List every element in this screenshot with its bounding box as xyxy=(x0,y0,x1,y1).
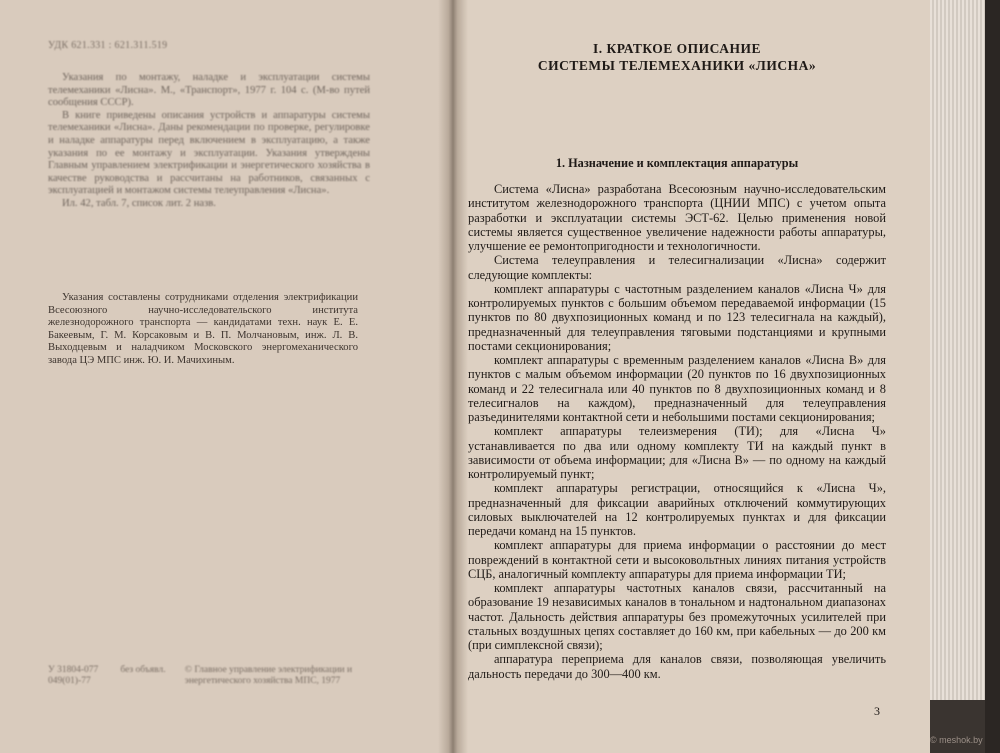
body-paragraph: Система телеуправления и телесигнализации «Лисна» содержит следующие комплекты: xyxy=(468,253,886,282)
udk-code: УДК 621.331 : 621.311.519 xyxy=(48,40,168,51)
book-gutter xyxy=(438,0,468,753)
abstract-paragraph: Ил. 42, табл. 7, список лит. 2 назв. xyxy=(62,197,216,209)
authors-paragraph: Указания составлены сотрудниками отделения электрификации Всесоюзного научно-исследовательского института железнодорожного транспорта — кандидатами техн. наук Е. Е. Бакеевым, Г. М. Корсаковым и В. П. Молчановым, инж. Л. В. Выходцевым и наладчиком Московского энергомеханического завода ЦЭ МПС инж. Ю. И. Мачихиным. xyxy=(48,292,358,366)
chapter-title-line: I. КРАТКОЕ ОПИСАНИЕ xyxy=(592,41,762,56)
body-paragraph: аппаратура переприема для каналов связи, позволяющая увеличить дальность передачи до 300—400 км. xyxy=(468,652,886,681)
imprint-free: без объявл. xyxy=(120,665,166,675)
page-number: 3 xyxy=(874,704,880,718)
edge-shadow xyxy=(930,700,985,753)
abstract-paragraph: В книге приведены описания устройств и аппаратуры системы телемеханики «Лисна». Даны рекомендации по проверке, регулировке и наладке аппаратуры перед включением в эксплуатацию, а также указания по ее монтажу и эксплуатации. Указания утверждены Главным управлением электрификации и энергетического хозяйства в качестве руководства и рассчитаны на работников, связанных с эксплуатацией и монтажом системы телеуправления «Лисна». xyxy=(48,109,370,197)
body-paragraph: Система «Лисна» разработана Всесоюзным научно-исследовательским институтом железнодорожного транспорта (ЦНИИ МПС) с учетом опыта разработки и эксплуатации системы ЭСТ-62. Целью применения новой системы является существенное увеличение надежности работы аппаратуры, улучшение ее ремонтопригодности и технологичности. xyxy=(468,182,886,253)
imprint-block xyxy=(48,665,378,687)
authors-block xyxy=(48,292,358,367)
imprint-code: 049(01)-77 xyxy=(48,676,91,686)
body-paragraph: комплект аппаратуры регистрации, относящийся к «Лисна Ч», предназначенный для фиксации аварийных отключений коммутирующих силовых выключателей на 12 контролируемых пунктах и для фиксации передачи команд на 15 пунктов. xyxy=(468,481,886,538)
chapter-title xyxy=(468,40,886,74)
dark-border xyxy=(985,0,1000,753)
abstract-paragraph: Указания по монтажу, наладке и эксплуатации системы телемеханики «Лисна». М., «Транспорт», 1977 г. 104 с. (М-во путей сообщения СССР). xyxy=(48,72,370,109)
section-title: 1. Назначение и комплектация аппаратуры xyxy=(555,156,799,170)
imprint-code: У 31804-077 xyxy=(48,665,99,675)
page-edges xyxy=(930,0,985,753)
body-paragraph: комплект аппаратуры частотных каналов связи, рассчитанный на образование 19 независимых каналов в тональном и надтональном диапазонах частот. Дальность действия аппаратуры без промежуточных усилителей при стальных воздушных цепях составляет до 160 км, при кабельных — до 200 км (при симплексной связи); xyxy=(468,581,886,652)
watermark: © meshok.by xyxy=(930,735,983,745)
chapter-title-line: СИСТЕМЫ ТЕЛЕМЕХАНИКИ «ЛИСНА» xyxy=(537,58,817,73)
abstract-block xyxy=(48,72,370,211)
body-text xyxy=(468,182,886,681)
imprint-copyright: © Главное управление электрификации и энергетического хозяйства МПС, 1977 xyxy=(184,665,353,686)
body-paragraph: комплект аппаратуры телеизмерения (ТИ); для «Лисна Ч» устанавливается по два или одному комплекту ТИ на каждый пункт в зависимости от объема информации; для «Лисна В» — по одному на каждый контролируемый пункт; xyxy=(468,424,886,481)
body-paragraph: комплект аппаратуры с частотным разделением каналов «Лисна Ч» для контролируемых пунктов с большим объемом передаваемой информации (15 пунктов по 80 двухпозиционных команд и по 123 телесигнала на каждый), предназначенный для телеуправления тяговыми подстанциями и крупными постами секционирования; xyxy=(468,281,886,353)
body-paragraph: комплект аппаратуры для приема информации о расстоянии до мест повреждений в контактной сети и высоковольтных линиях питания устройств СЦБ, аналогичный комплекту аппаратуры для приема информации ТИ; xyxy=(468,538,886,581)
body-paragraph: комплект аппаратуры с временным разделением каналов «Лисна В» для пунктов с малым объемом информации (20 пунктов по 16 двухпозиционных команд и 22 телесигнала или 40 пунктов по 8 двухпозиционных команд и 8 телесигналов на каждом), предназначенный для телеуправления разъединителями контактной сети и небольшими постами секционирования; xyxy=(468,353,886,424)
